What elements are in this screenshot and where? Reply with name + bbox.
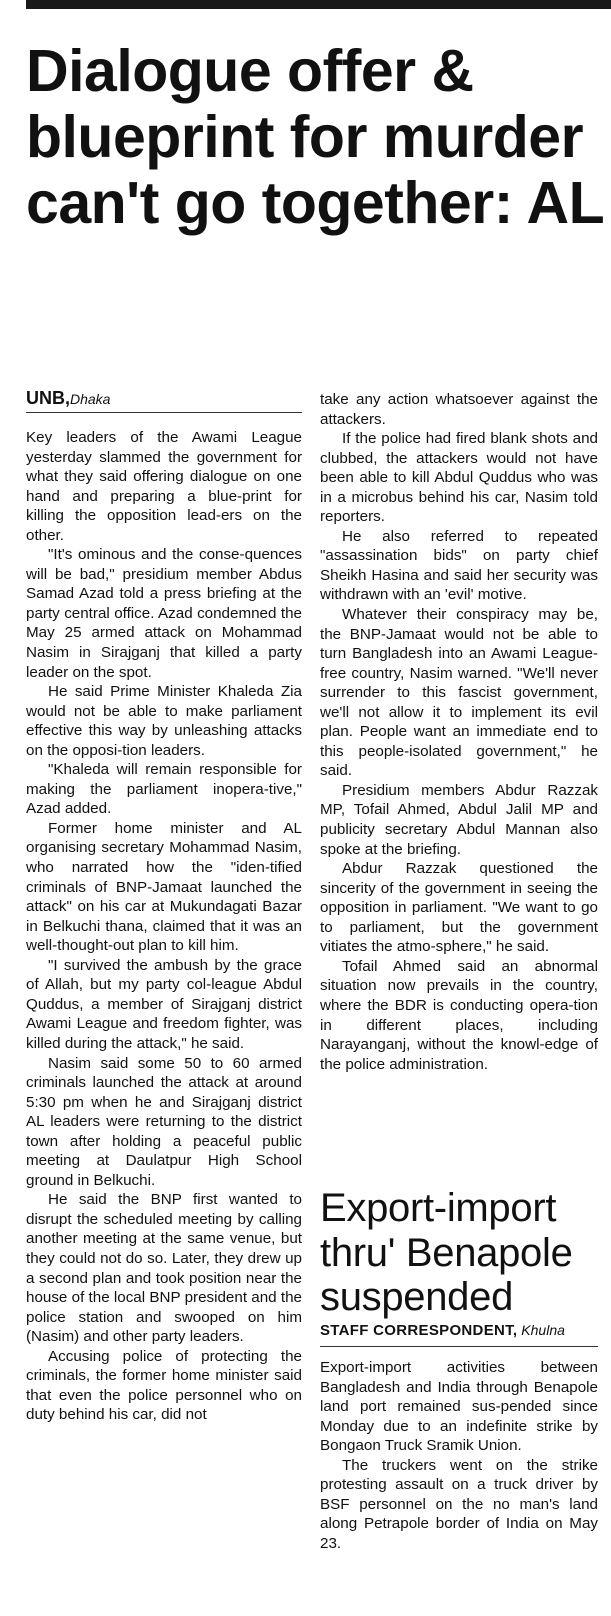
byline-agency: UNB,: [26, 388, 70, 408]
byline-place: Dhaka: [70, 391, 111, 407]
article-paragraph: He said the BNP first wanted to disrupt the scheduled meeting by calling another meeting at the same venue, but they could not do so. Later, they drew up a second plan and took position near the house of the local BNP president and the police station and swooped on him (Nasim) and other party leaders.: [26, 1191, 302, 1346]
byline-place: Khulna: [521, 1322, 565, 1338]
top-rule: [26, 0, 611, 9]
second-article-byline: [320, 1322, 598, 1347]
article-column-left: [26, 428, 302, 1425]
article-paragraph: "Khaleda will remain responsible for making the parliament inopera-tive," Azad added.: [26, 761, 302, 818]
article-paragraph: Key leaders of the Awami League yesterday slammed the government for what they said offering dialogue on one hand and preparing a blue-print for killing the opposition lead-ers on the other.: [26, 429, 302, 544]
second-article-body: [320, 1358, 598, 1553]
article-paragraph: Whatever their conspiracy may be, the BNP-Jamaat would not be able to turn Bangladesh into an Awami League-free country, Nasim warned. "We'll never surrender to this fascist government, we'll not allow it to implement its evil plan. People want an immediate end to this people-isolated government," he said.: [320, 606, 598, 780]
article-paragraph: Accusing police of protecting the criminals, the former home minister said that even the police personnel who on duty behind his car, did not: [26, 1347, 302, 1424]
article-paragraph: Tofail Ahmed said an abnormal situation now prevails in the country, where the BDR is conducting opera-tion in different places, including Narayanganj, without the knowl-edge of the police administration.: [320, 957, 598, 1073]
article-paragraph: Presidium members Abdur Razzak MP, Tofail Ahmed, Abdul Jalil MP and publicity secretary Abdul Mannan also spoke at the briefing.: [320, 781, 598, 858]
article-paragraph: If the police had fired blank shots and clubbed, the attackers would not have been able to kill Abdul Quddus who was in a microbus behind his car, Nasim told reporters.: [320, 430, 598, 526]
second-article-headline: Export-import thru' Benapole suspended: [320, 1186, 573, 1319]
article-paragraph: Nasim said some 50 to 60 armed criminals launched the attack at around 5:30 pm when he and Sirajganj district AL leaders were returning to the district town after holding a peaceful public meeting at Daulatpur High School ground in Belkuchi.: [26, 1054, 302, 1189]
article-paragraph: He also referred to repeated "assassination bids" on party chief Sheikh Hasina and said her security was withdrawn with an 'evil' motive.: [320, 527, 598, 604]
byline-agency: STAFF CORRESPONDENT,: [320, 1322, 518, 1339]
article-byline: [26, 388, 302, 413]
article-paragraph: The truckers went on the strike protesting assault on a truck driver by BSF personnel on the no man's land along Petrapole border of India on May 23.: [320, 1456, 598, 1552]
article-paragraph: take any action whatsoever against the attackers.: [320, 391, 598, 428]
article-paragraph: He said Prime Minister Khaleda Zia would not be able to make parliament effective this way by unleashing attacks on the opposi-tion leaders.: [26, 683, 302, 759]
article-paragraph: "It's ominous and the conse-quences will be bad," presidium member Abdus Samad Azad told a press briefing at the party central office. Azad condemned the May 25 armed attack on Mohammad Nasim in Sirajganj that killed a party leader on the spot.: [26, 546, 302, 681]
article-paragraph: Export-import activities between Bangladesh and India through Benapole land port remained sus-pended since Monday due to an indefinite strike by Bongaon Truck Sramik Union.: [320, 1359, 598, 1455]
article-paragraph: Former home minister and AL organising secretary Mohammad Nasim, who narrated how the "iden-tified criminals of BNP-Jamaat launched the attack" on his car at Mukundagati Bazar in Belkuchi thana, claimed that it was an well-thought-out plan to kill him.: [26, 819, 302, 955]
article-paragraph: "I survived the ambush by the grace of Allah, but my party col-league Abdul Quddus, a member of Sirajganj district Awami League and freedom fighter, was killed during the attack," he said.: [26, 956, 302, 1052]
article-headline: Dialogue offer & blueprint for murder can't go together: AL: [26, 38, 605, 236]
article-column-right: [320, 390, 598, 1074]
article-paragraph: Abdur Razzak questioned the sincerity of the government in seeing the opposition in parliament. "We want to go to parliament, but the government vitiates the atmo-sphere," he said.: [320, 860, 598, 956]
